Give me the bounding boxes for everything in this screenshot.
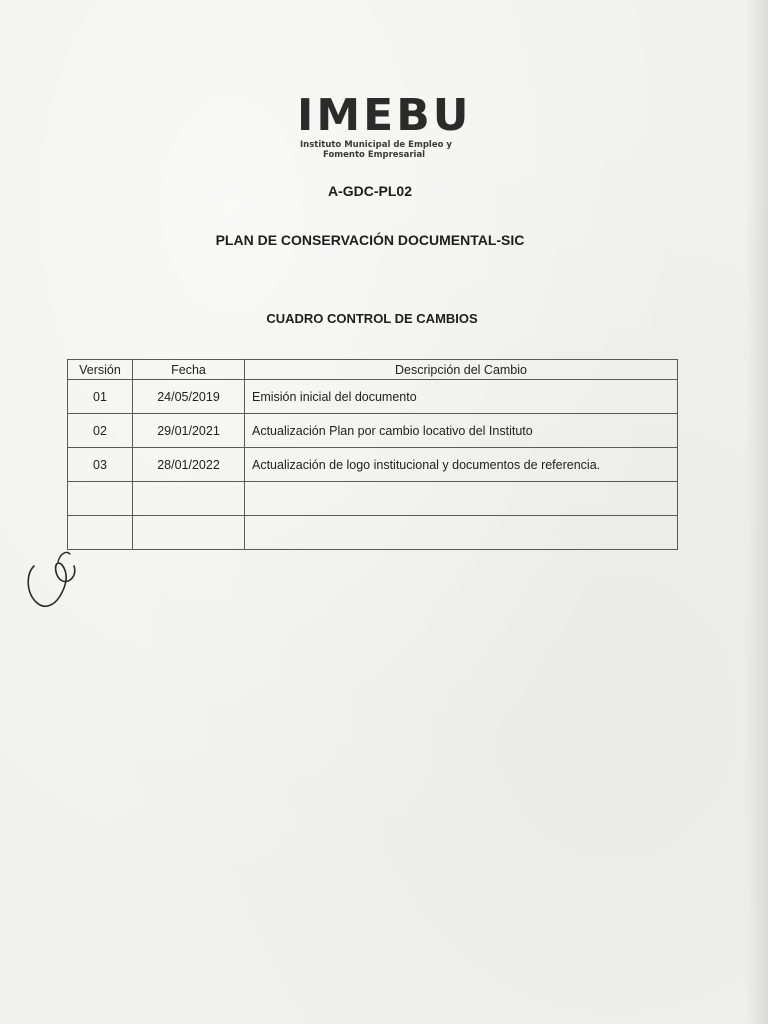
table-row [68,380,678,414]
logo-subtitle-line1: Instituto Municipal de Empleo y [300,140,452,150]
logo-subtitle-line2: Fomento Empresarial [323,150,426,160]
table-row [68,482,678,516]
cell-version: 02 [68,414,133,448]
header-descripcion: Descripción del Cambio [245,360,678,380]
cell-descripcion: Actualización de logo institucional y documentos de referencia. [245,448,678,482]
header-fecha: Fecha [133,360,245,380]
document-title: PLAN DE CONSERVACIÓN DOCUMENTAL-SIC [215,232,525,248]
cell-fecha: 24/05/2019 [133,380,245,414]
logo-subtitle [296,140,456,160]
handwritten-initial [24,544,84,614]
table-row [68,516,678,550]
header-version: Versión [68,360,133,380]
cell-descripcion: Actualización Plan por cambio locativo del Instituto [245,414,678,448]
table-header-row [68,360,678,380]
table-row [68,448,678,482]
change-control-table [67,359,678,550]
cell-fecha: 29/01/2021 [133,414,245,448]
imebu-logo [296,90,472,160]
cell-descripcion [245,516,678,550]
cell-version [68,482,133,516]
cell-fecha [133,516,245,550]
cell-descripcion [245,482,678,516]
cell-version: 03 [68,448,133,482]
table-row [68,414,678,448]
cell-descripcion: Emisión inicial del documento [245,380,678,414]
document-code: A-GDC-PL02 [327,183,412,199]
section-title: CUADRO CONTROL DE CAMBIOS [266,311,478,326]
cell-version: 01 [68,380,133,414]
logo-wordmark: IMEBU [297,90,472,141]
page-edge-shadow [746,0,768,1024]
cell-fecha: 28/01/2022 [133,448,245,482]
cell-fecha [133,482,245,516]
